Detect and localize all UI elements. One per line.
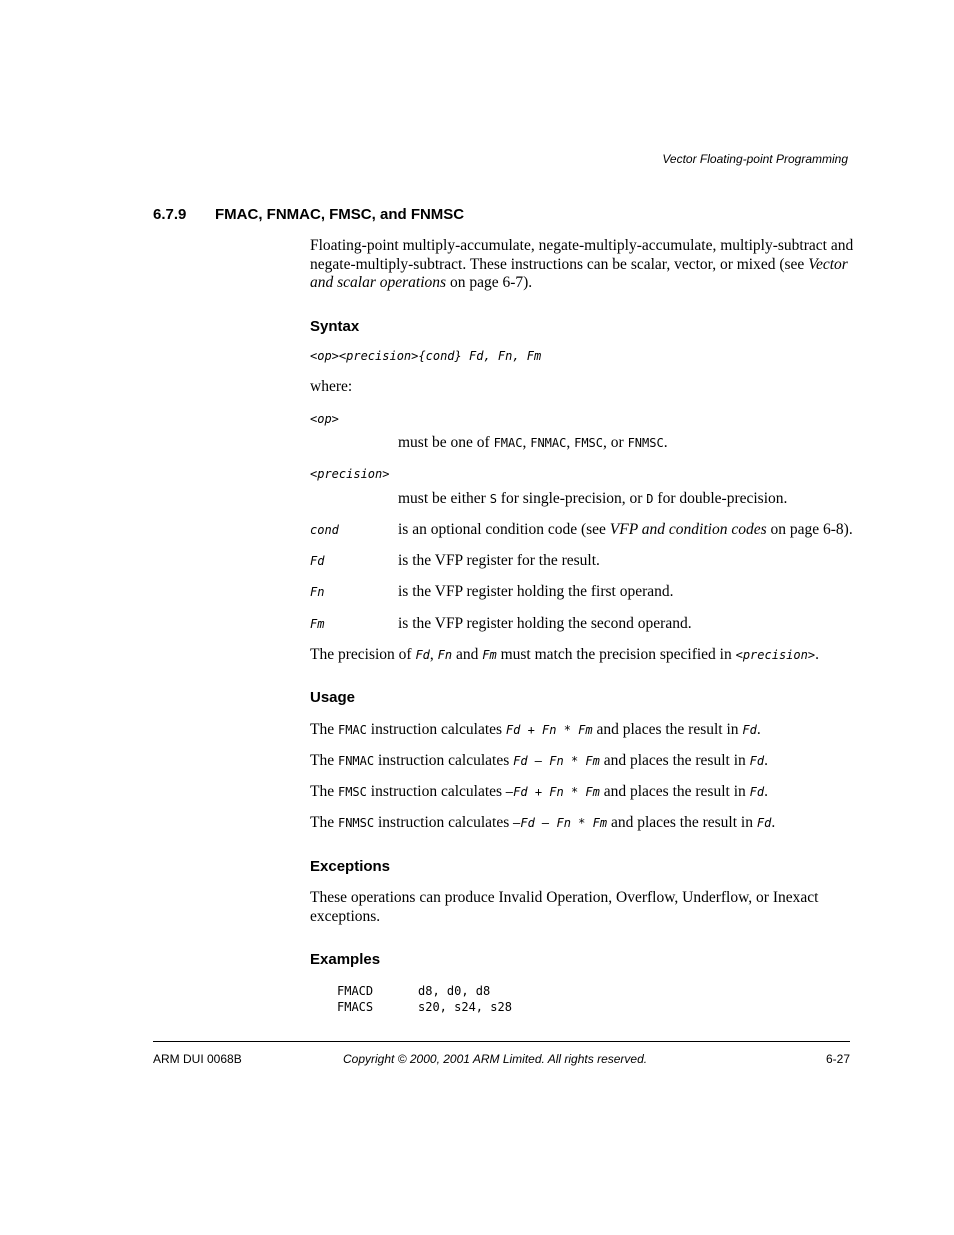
sep: , [522, 434, 531, 451]
xref-link-condition-codes[interactable]: VFP and condition codes [609, 521, 767, 538]
usage-instr: FNMSC [337, 816, 375, 830]
param-desc-fd: is the VFP register for the result. [398, 552, 600, 569]
syntax-line [310, 349, 541, 363]
footer-doc-id: ARM DUI 0068B [153, 1052, 242, 1066]
usage-text: instruction calculates [366, 721, 506, 738]
usage-text: instruction calculates [366, 783, 506, 800]
note-text: must match the precision specified in [496, 646, 736, 663]
footer-page-number: 6-27 [825, 1052, 850, 1066]
code-fmsc: FMSC [574, 436, 604, 450]
section-title: FMAC, FNMAC, FMSC, and FNMSC [215, 206, 465, 223]
param-desc-text: for single-precision, or [496, 490, 647, 507]
usage-line-fmsc [310, 783, 768, 801]
param-desc-text: must be either [398, 490, 490, 507]
exceptions-text: These operations can produce Invalid Operation, Overflow, Underflow, or Inexact exceptions. [310, 889, 819, 925]
param-desc-precision [398, 490, 787, 508]
code-fnmac: FNMAC [530, 436, 567, 450]
usage-text: The [310, 721, 338, 738]
usage-instr: FNMAC [337, 754, 375, 768]
footer-divider [153, 1041, 850, 1042]
sep: . [663, 434, 668, 451]
footer-copyright: Copyright © 2000, 2001 ARM Limited. All rights reserved. [343, 1052, 648, 1066]
usage-result: Fd [749, 785, 765, 799]
usage-text: and places the result in [599, 752, 750, 769]
param-term-op: <op> [310, 412, 339, 426]
usage-line-fmac [310, 721, 761, 739]
usage-line-fnmac [310, 752, 768, 770]
param-term-fn: Fn [310, 585, 325, 599]
param-desc-text: is an optional condition code (see [398, 521, 610, 538]
intro-text: Floating-point multiply-accumulate, negate-multiply-accumulate, multiply-subtract and negate-multiply-subtract. These instructions can be scalar, vector, or mixed (see [310, 237, 854, 273]
usage-text: and places the result in [592, 721, 743, 738]
note-fn: Fn [437, 648, 453, 662]
usage-expr: –Fd + Fn * Fm [505, 785, 600, 799]
syntax-sep: , [512, 349, 527, 363]
param-desc-text: on page 6-8). [766, 521, 853, 538]
usage-heading: Usage [310, 689, 356, 706]
sep: , [566, 434, 575, 451]
sep: , or [603, 434, 628, 451]
note-fd: Fd [415, 648, 430, 662]
usage-instr: FMSC [337, 785, 367, 799]
xref-link-vector-scalar[interactable]: Vector and scalar operations [310, 255, 848, 291]
note-text: and [452, 646, 483, 663]
note-text: , [429, 646, 438, 663]
examples-heading: Examples [310, 951, 381, 968]
usage-result: Fd [749, 754, 765, 768]
syntax-fn: Fn [497, 349, 513, 363]
param-desc-cond [398, 521, 853, 539]
param-term-fm: Fm [310, 617, 325, 631]
usage-text: . [771, 814, 776, 831]
param-desc-fm: is the VFP register holding the second operand. [398, 615, 692, 632]
syntax-sep: , [483, 349, 498, 363]
param-desc-fn: is the VFP register holding the first operand. [398, 583, 674, 600]
usage-text: The [310, 752, 338, 769]
syntax-precision: <precision> [338, 349, 419, 363]
param-term-cond: cond [310, 523, 339, 537]
usage-text: The [310, 783, 338, 800]
note-text: . [815, 646, 819, 663]
param-desc-text: must be one of [398, 434, 494, 451]
example-instr: FMACD [337, 984, 374, 998]
example-operands: d8, d0, d8 [418, 984, 491, 998]
usage-text: . [756, 721, 761, 738]
usage-expr: Fd – Fn * Fm [513, 754, 600, 768]
running-header: Vector Floating-point Programming [662, 152, 848, 166]
usage-instr: FMAC [337, 723, 367, 737]
precision-note [310, 646, 819, 664]
usage-text: . [764, 783, 768, 800]
usage-expr: –Fd – Fn * Fm [513, 816, 608, 830]
syntax-fm: Fm [526, 349, 542, 363]
usage-line-fnmsc [310, 814, 775, 832]
note-text: The precision of [310, 646, 416, 663]
section-number: 6.7.9 [153, 206, 187, 223]
usage-text: . [764, 752, 768, 769]
intro-text-end: on page 6-7). [446, 274, 533, 291]
usage-text: instruction calculates [374, 814, 514, 831]
param-term-precision: <precision> [310, 467, 390, 481]
usage-text: instruction calculates [374, 752, 514, 769]
note-precision: <precision> [735, 648, 816, 662]
example-operands: s20, s24, s28 [418, 1000, 512, 1014]
usage-text: The [310, 814, 338, 831]
exceptions-heading: Exceptions [310, 858, 391, 875]
usage-result: Fd [742, 723, 757, 737]
param-desc-text: for double-precision. [653, 490, 788, 507]
syntax-op: <op> [310, 349, 339, 363]
usage-expr: Fd + Fn * Fm [505, 723, 593, 737]
usage-text: and places the result in [607, 814, 757, 831]
example-instr: FMACS [337, 1000, 374, 1014]
syntax-fd: Fd [468, 349, 484, 363]
usage-text: and places the result in [599, 783, 750, 800]
where-label: where: [310, 378, 353, 395]
code-d: D [646, 492, 654, 506]
note-fm: Fm [482, 648, 497, 662]
syntax-heading: Syntax [310, 318, 360, 335]
intro-paragraph [310, 237, 855, 293]
code-fnmsc: FNMSC [627, 436, 664, 450]
code-fmac: FMAC [493, 436, 523, 450]
param-term-fd: Fd [310, 554, 325, 568]
syntax-cond: {cond} [418, 349, 462, 363]
param-desc-op [398, 434, 668, 452]
usage-result: Fd [756, 816, 772, 830]
code-s: S [489, 492, 497, 506]
